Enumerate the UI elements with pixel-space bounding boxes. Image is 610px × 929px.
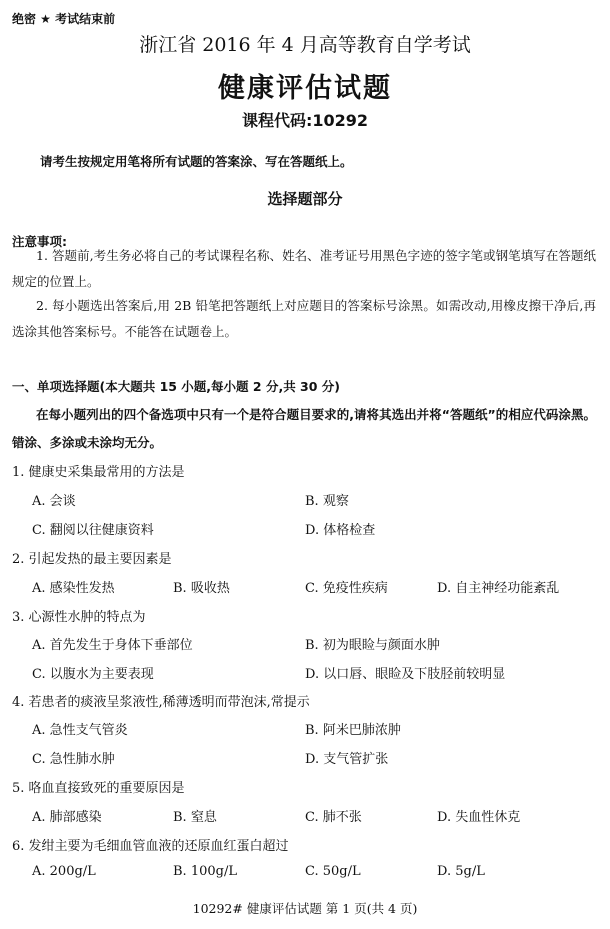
question-option: A. 200g/L xyxy=(32,864,96,879)
section-title: 一、单项选择题(本大题共 15 小题,每小题 2 分,共 30 分) xyxy=(12,379,341,394)
note-item: 1. 答题前,考生务必将自己的考试课程名称、姓名、准考证号用黑色字迹的签字笔或钢笔填写在答题纸规定的位置上。 xyxy=(12,248,596,289)
question-option: C. 急性肺水肿 xyxy=(32,752,115,767)
notes-label: 注意事项: xyxy=(12,234,67,249)
question-option: B. 吸收热 xyxy=(173,581,230,596)
general-instruction: 请考生按规定用笔将所有试题的答案涂、写在答题纸上。 xyxy=(40,154,353,169)
question-option: C. 以腹水为主要表现 xyxy=(32,667,154,682)
question-option: B. 100g/L xyxy=(173,864,237,879)
question-stem: 3. 心源性水肿的特点为 xyxy=(12,610,146,625)
question-option: D. 5g/L xyxy=(437,864,485,879)
question-option: B. 窒息 xyxy=(173,810,217,825)
question-option: A. 感染性发热 xyxy=(32,581,115,596)
course-code: 课程代码:10292 xyxy=(241,111,369,130)
section-instruction: 在每小题列出的四个备选项中只有一个是符合题目要求的,请将其选出并将“答题纸”的相应代码涂黑。错涂、多涂或未涂均无分。 xyxy=(12,407,596,450)
page-footer: 10292# 健康评估试题 第 1 页(共 4 页) xyxy=(192,901,418,916)
question-option: D. 自主神经功能紊乱 xyxy=(437,581,560,596)
question-stem: 4. 若患者的痰液呈浆液性,稀薄透明而带泡沫,常提示 xyxy=(12,695,310,710)
question-stem: 1. 健康史采集最常用的方法是 xyxy=(12,465,185,480)
question-option: D. 支气管扩张 xyxy=(305,752,389,767)
note-item: 2. 每小题选出答案后,用 2B 铅笔把答题纸上对应题目的答案标号涂黑。如需改动,用橡皮擦干净后,再选涂其他答案标号。不能答在试题卷上。 xyxy=(12,298,596,339)
question-option: A. 会谈 xyxy=(32,494,76,509)
question-option: B. 初为眼睑与颜面水肿 xyxy=(305,638,440,653)
subject-title: 健康评估试题 xyxy=(218,73,392,104)
question-option: A. 肺部感染 xyxy=(32,810,102,825)
question-option: C. 50g/L xyxy=(305,864,361,879)
question-option: A. 急性支气管炎 xyxy=(32,723,128,738)
question-option: B. 阿米巴肺浓肿 xyxy=(305,723,401,738)
exam-title: 浙江省 2016 年 4 月高等教育自学考试 xyxy=(139,34,471,56)
question-option: D. 以口唇、眼睑及下肢胫前较明显 xyxy=(305,667,506,682)
question-option: C. 肺不张 xyxy=(305,810,362,825)
question-option: C. 免疫性疾病 xyxy=(305,581,388,596)
question-option: C. 翻阅以往健康资料 xyxy=(32,523,154,538)
question-option: B. 观察 xyxy=(305,494,349,509)
question-option: D. 体格检查 xyxy=(305,523,376,538)
question-stem: 5. 咯血直接致死的重要原因是 xyxy=(12,781,185,796)
question-option: A. 首先发生于身体下垂部位 xyxy=(32,638,193,653)
question-stem: 6. 发绀主要为毛细血管血液的还原血红蛋白超过 xyxy=(12,839,289,854)
confidential-mark: 绝密 ★ 考试结束前 xyxy=(12,12,116,26)
part-heading: 选择题部分 xyxy=(267,190,343,208)
question-stem: 2. 引起发热的最主要因素是 xyxy=(12,552,172,567)
question-option: D. 失血性休克 xyxy=(437,810,521,825)
